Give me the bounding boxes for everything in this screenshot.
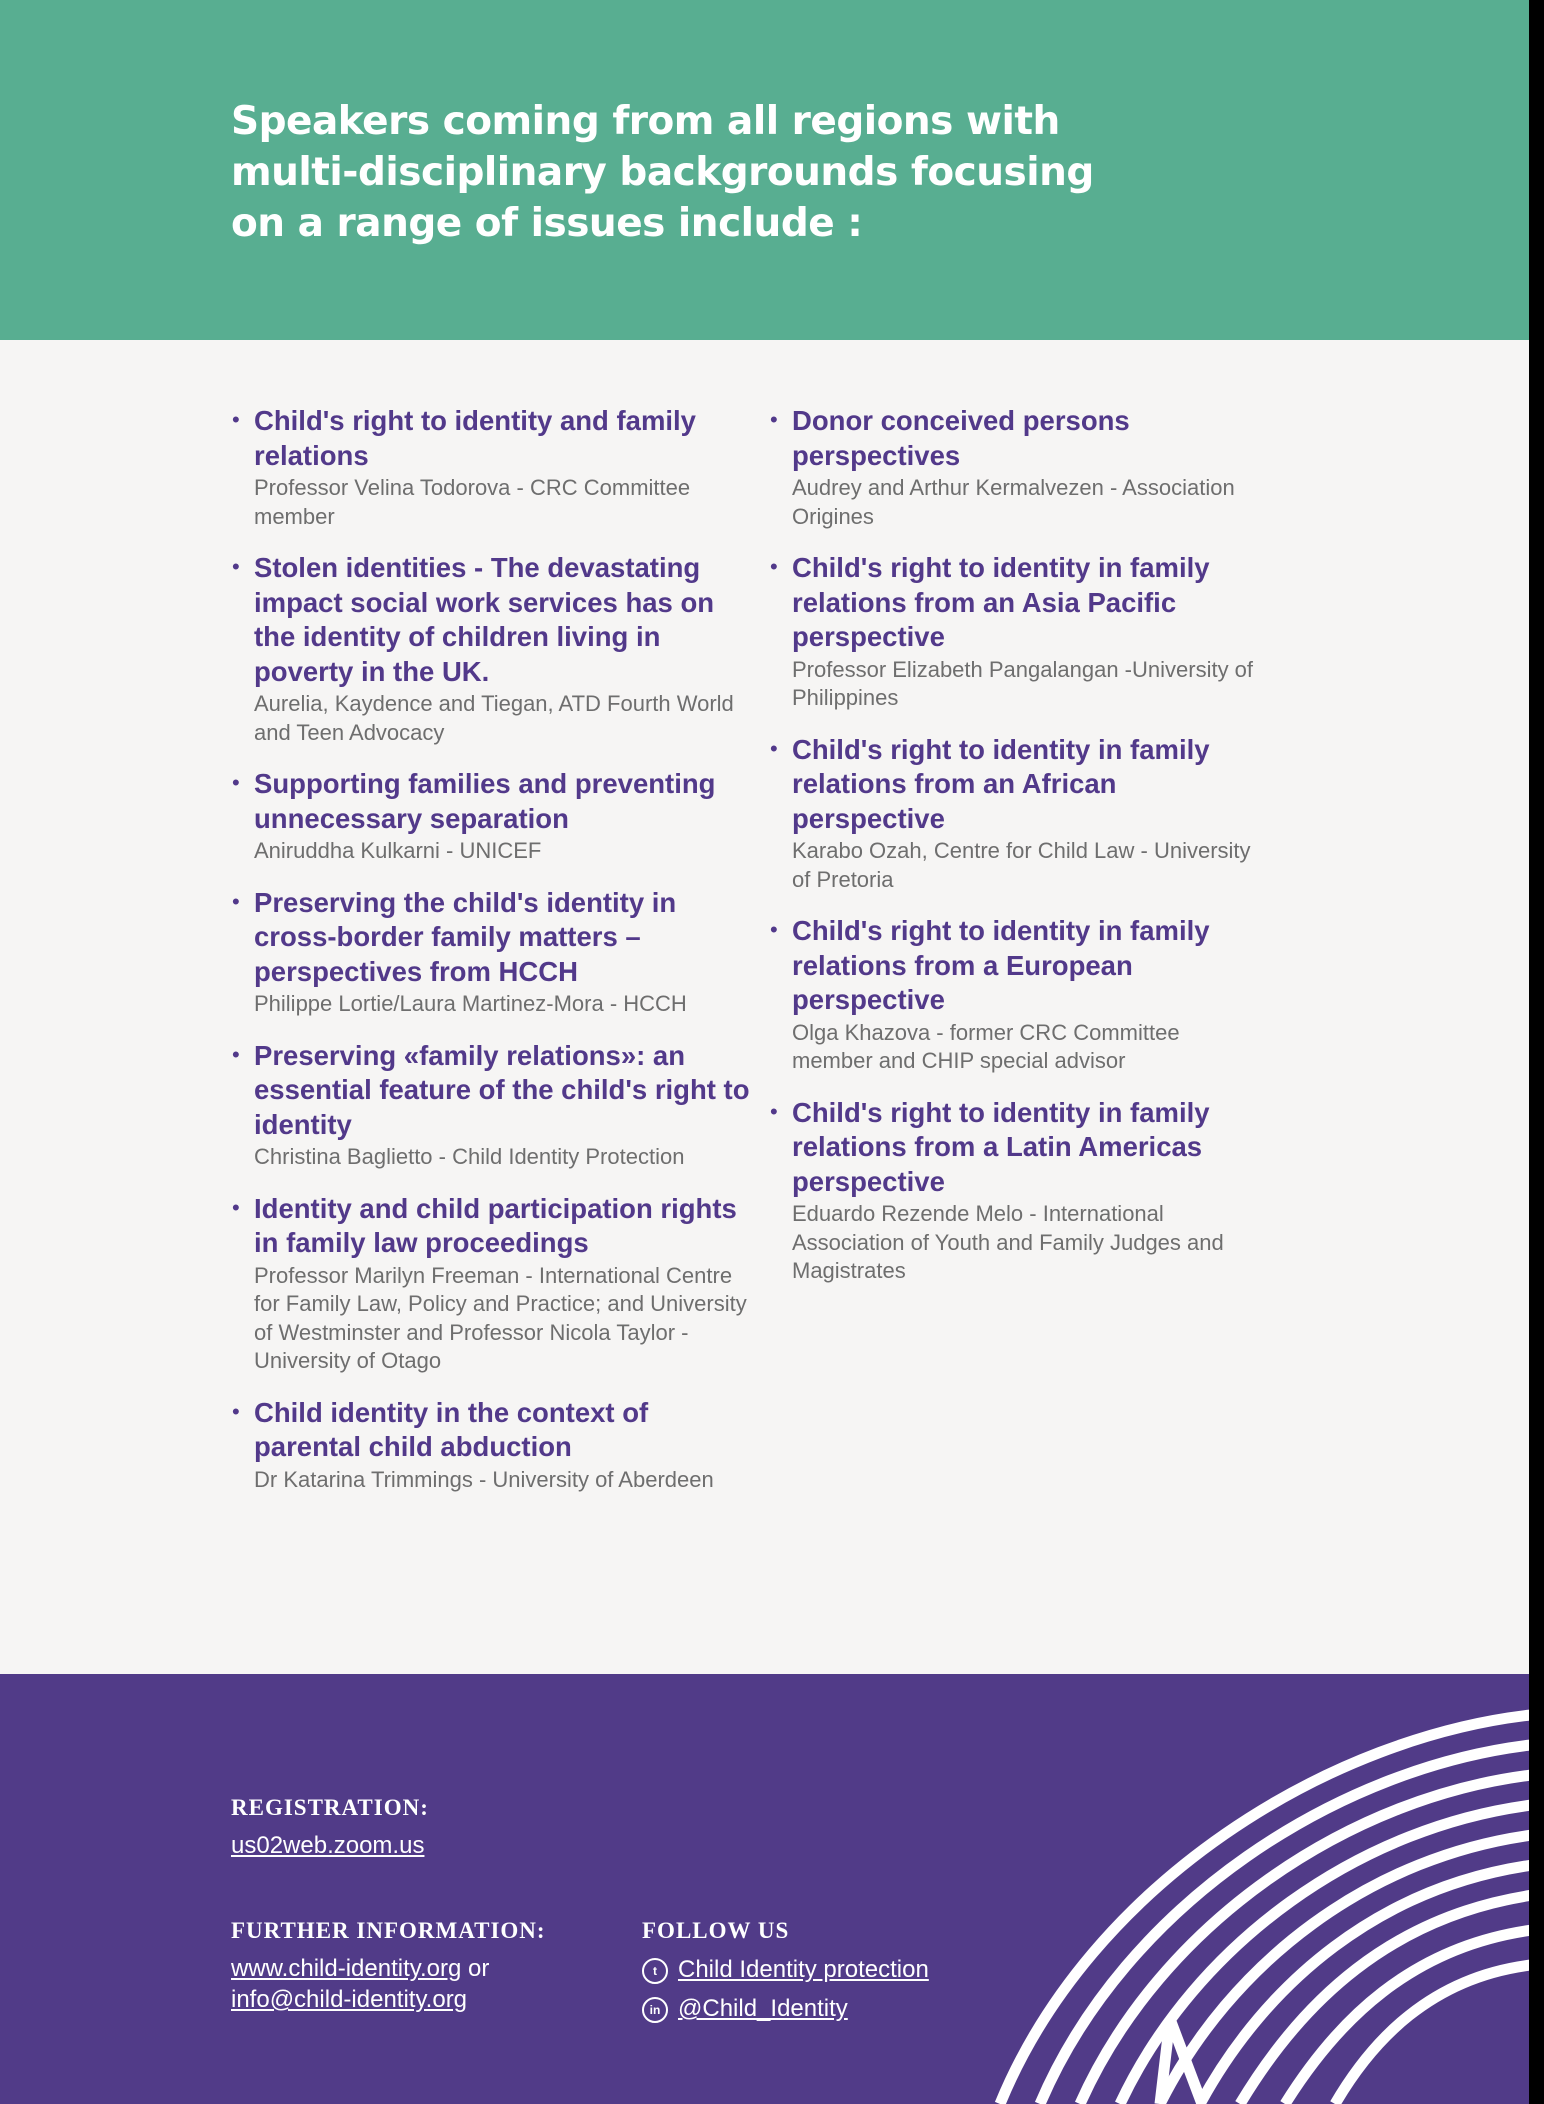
topics-right-column xyxy=(770,404,1260,1306)
twitter-row xyxy=(642,1954,929,1985)
topic-speaker: Professor Elizabeth Pangalangan -University of Philippines xyxy=(792,656,1254,710)
bullet-icon: • xyxy=(770,554,778,579)
page-title xyxy=(231,96,1131,249)
topic-speaker: Christina Baglietto - Child Identity Protection xyxy=(254,1144,685,1169)
right-edge-bar xyxy=(1529,0,1544,2104)
topic-speaker: Olga Khazova - former CRC Committee member and CHIP special advisor xyxy=(792,1019,1180,1073)
website-link[interactable]: www.child-identity.org xyxy=(231,1955,462,1982)
linkedin-icon: in xyxy=(642,1997,668,2023)
bullet-icon: • xyxy=(770,1098,778,1124)
or-text: or xyxy=(461,1955,490,1982)
topic-title: Child identity in the context of parental child abduction xyxy=(254,1396,649,1462)
follow-us-label: FOLLOW US xyxy=(642,1918,790,1943)
registration-link xyxy=(231,1830,424,1861)
topic-item xyxy=(232,886,752,1019)
bullet-icon: • xyxy=(232,770,240,795)
twitter-link[interactable]: Child Identity protection xyxy=(678,1956,929,1983)
email-link[interactable]: info@child-identity.org xyxy=(231,1986,468,2013)
topic-title: Preserving «family relations»: an essential feature of the child's right to identity xyxy=(254,1039,750,1140)
topic-item xyxy=(232,1192,752,1376)
topic-item xyxy=(770,404,1260,531)
topic-item xyxy=(770,733,1260,895)
bullet-icon: • xyxy=(232,1398,240,1424)
linkedin-link[interactable]: @Child_Identity xyxy=(678,1995,848,2022)
topic-speaker: Aurelia, Kaydence and Tiegan, ATD Fourth World and Teen Advocacy xyxy=(254,691,734,745)
title-line: Speakers coming from all regions with xyxy=(231,99,1060,144)
topic-speaker: Professor Marilyn Freeman - International Centre for Family Law, Policy and Practice; and University of Westminster and Professor Nicola Taylor - University of Otago xyxy=(254,1262,747,1373)
bullet-icon: • xyxy=(232,407,240,432)
registration-label: REGISTRATION: xyxy=(231,1795,429,1820)
topic-item xyxy=(770,551,1260,713)
topic-item xyxy=(232,1396,752,1495)
bullet-icon: • xyxy=(232,1194,240,1220)
topic-title: Child's right to identity in family relations from a European perspective xyxy=(792,915,1210,1015)
topic-title: Stolen identities - The devastating impact social work services has on the identity of children living in poverty in the UK. xyxy=(254,552,715,687)
hero-banner xyxy=(0,0,1529,340)
bullet-icon: • xyxy=(232,554,240,579)
bullet-icon: • xyxy=(770,407,778,432)
bullet-icon: • xyxy=(232,1041,240,1067)
title-line: multi-disciplinary backgrounds focusing xyxy=(231,150,1094,195)
topic-item xyxy=(232,767,752,866)
bullet-icon: • xyxy=(770,917,778,942)
topic-title: Child's right to identity in family relations from an African perspective xyxy=(792,733,1210,834)
twitter-icon: t xyxy=(642,1958,668,1984)
topic-speaker: Professor Velina Todorova - CRC Committee member xyxy=(254,475,691,529)
swirl-decoration xyxy=(940,1674,1529,2104)
registration-url[interactable]: us02web.zoom.us xyxy=(231,1832,425,1859)
topic-item xyxy=(770,1096,1260,1286)
topic-item xyxy=(232,1039,752,1172)
footer xyxy=(0,1674,1529,2104)
topic-title: Preserving the child's identity in cross-border family matters – perspectives from HCCH xyxy=(254,886,677,987)
topic-speaker: Karabo Ozah, Centre for Child Law - University of Pretoria xyxy=(792,838,1251,892)
topic-title: Supporting families and preventing unnecessary separation xyxy=(254,768,716,834)
topic-title: Identity and child participation rights in family law proceedings xyxy=(254,1192,737,1258)
topic-item xyxy=(232,551,752,747)
topic-title: Donor conceived persons perspectives xyxy=(792,405,1130,471)
topic-title: Child's right to identity in family relations from an Asia Pacific perspective xyxy=(792,552,1210,652)
topic-speaker: Eduardo Rezende Melo - International Association of Youth and Family Judges and Magistrates xyxy=(792,1201,1224,1283)
bullet-icon: • xyxy=(770,735,778,761)
title-line: on a range of issues include : xyxy=(231,201,863,246)
topic-title: Child's right to identity and family relations xyxy=(254,405,696,471)
topic-item xyxy=(770,914,1260,1076)
topic-speaker: Philippe Lortie/Laura Martinez-Mora - HCCH xyxy=(254,991,687,1016)
topics-left-column xyxy=(232,404,752,1514)
topic-item xyxy=(232,404,752,531)
linkedin-row xyxy=(642,1993,848,2024)
topic-title: Child's right to identity in family relations from a Latin Americas perspective xyxy=(792,1096,1210,1197)
further-info-links xyxy=(231,1953,611,2015)
topic-speaker: Aniruddha Kulkarni - UNICEF xyxy=(254,838,542,863)
topic-speaker: Dr Katarina Trimmings - University of Aberdeen xyxy=(254,1466,714,1492)
topic-speaker: Audrey and Arthur Kermalvezen - Association Origines xyxy=(792,475,1235,529)
further-info-label: FURTHER INFORMATION: xyxy=(231,1918,546,1943)
bullet-icon: • xyxy=(232,888,240,914)
